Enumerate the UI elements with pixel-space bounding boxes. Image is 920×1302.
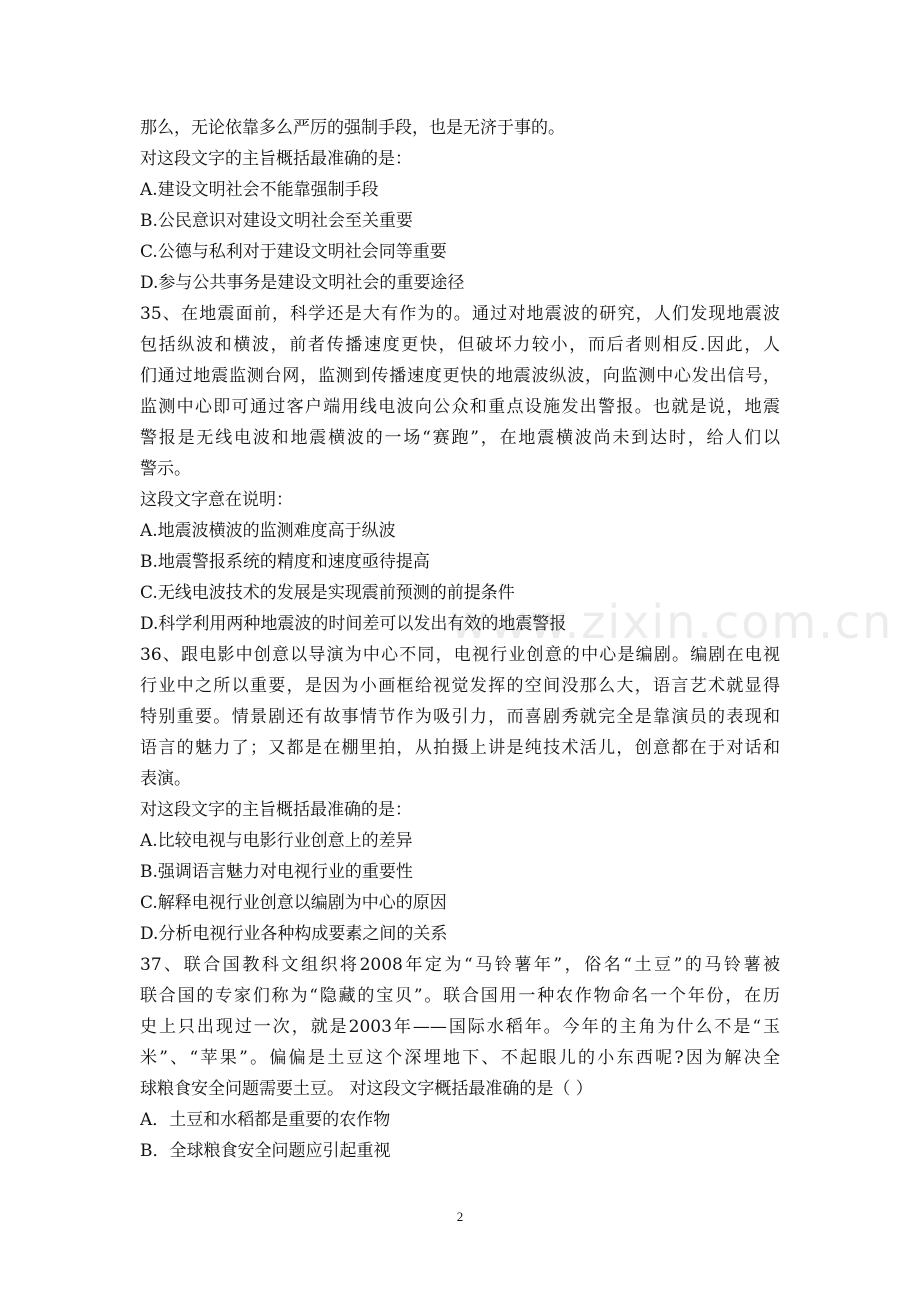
- watermark: www.zixin.com.cn: [450, 595, 894, 649]
- question-35-text: 监测中心即可通过客户端用线电波向公众和重点设施发出警报。也就是说，地震: [140, 397, 780, 417]
- question-35-text: 警报是无线电波和地震横波的一场“赛跑”，在地震横波尚未到达时，给人们以: [140, 428, 780, 448]
- document-body: [140, 113, 780, 1167]
- option-b: B.强调语言魅力对电视行业的重要性: [140, 862, 413, 882]
- question-37-text: 米”、“苹果”。偏偏是土豆这个深埋地下、不起眼儿的小东西呢?因为解决全: [140, 1048, 780, 1068]
- option-c: C.解释电视行业创意以编剧为中心的原因: [140, 893, 447, 913]
- question-36-text: 特别重要。情景剧还有故事情节作为吸引力，而喜剧秀就完全是靠演员的表现和: [140, 707, 780, 727]
- option-c: C.公德与私利对于建设文明社会同等重要: [140, 242, 447, 262]
- question-35-text: 警示。: [140, 459, 191, 479]
- question-36-text: 行业中之所以重要，是因为小画框给视觉发挥的空间没那么大，语言艺术就显得: [140, 676, 780, 696]
- option-d: D.科学利用两种地震波的时间差可以发出有效的地震警报: [140, 614, 567, 634]
- option-a: A.地震波横波的监测难度高于纵波: [140, 521, 396, 541]
- text-line: 那么，无论依靠多么严厉的强制手段，也是无济于事的。: [140, 118, 565, 138]
- question-prompt: 这段文字意在说明：: [140, 490, 293, 510]
- question-35-text: 包括纵波和横波，前者传播速度更快，但破坏力较小，而后者则相反.因此，人: [140, 335, 780, 355]
- option-a: A.建设文明社会不能靠强制手段: [140, 180, 379, 200]
- option-b: B．全球粮食安全问题应引起重视: [140, 1141, 391, 1161]
- option-b: B.公民意识对建设文明社会至关重要: [140, 211, 413, 231]
- option-d: D.参与公共事务是建设文明社会的重要途径: [140, 273, 465, 293]
- question-36-text: 表演。: [140, 769, 191, 789]
- page-number: 2: [456, 1209, 464, 1224]
- question-36-text: 36、跟电影中创意以导演为中心不同，电视行业创意的中心是编剧。编剧在电视: [140, 645, 780, 665]
- option-d: D.分析电视行业各种构成要素之间的关系: [140, 924, 448, 944]
- option-a: A．土豆和水稻都是重要的农作物: [140, 1110, 391, 1130]
- question-37-text: 37、联合国教科文组织将2008年定为“马铃薯年”，俗名“土豆”的马铃薯被: [140, 955, 780, 975]
- option-b: B.地震警报系统的精度和速度亟待提高: [140, 552, 430, 572]
- question-37-text: 联合国的专家们称为“隐藏的宝贝”。联合国用一种农作物命名一个年份，在历: [140, 986, 780, 1006]
- question-37-text: 球粮食安全问题需要土豆。 对这段文字概括最准确的是（ ）: [140, 1079, 593, 1099]
- option-a: A.比较电视与电影行业创意上的差异: [140, 831, 413, 851]
- question-37-text: 史上只出现过一次，就是2003年——国际水稻年。今年的主角为什么不是“玉: [140, 1017, 780, 1037]
- question-36-text: 语言的魅力了；又都是在棚里拍，从拍摄上讲是纯技术活儿，创意都在于对话和: [140, 738, 780, 758]
- question-prompt: 对这段文字的主旨概括最准确的是：: [140, 800, 412, 820]
- option-c: C.无线电波技术的发展是实现震前预测的前提条件: [140, 583, 515, 603]
- question-35-text: 35、在地震面前，科学还是大有作为的。通过对地震波的研究，人们发现地震波: [140, 304, 780, 324]
- question-35-text: 们通过地震监测台网，监测到传播速度更快的地震波纵波，向监测中心发出信号，: [140, 366, 780, 386]
- question-prompt: 对这段文字的主旨概括最准确的是：: [140, 149, 412, 169]
